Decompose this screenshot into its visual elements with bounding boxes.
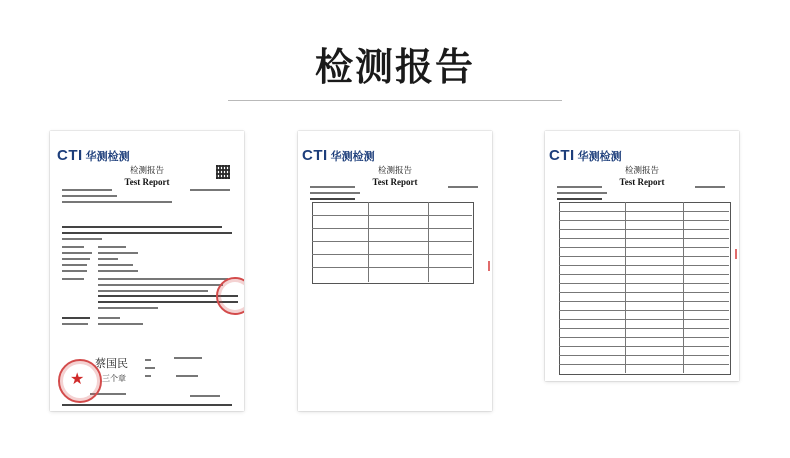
- text-line: [312, 254, 472, 255]
- text-line: [190, 395, 220, 397]
- results-table: [559, 202, 731, 375]
- report-brand: [302, 147, 375, 164]
- text-line: [559, 310, 729, 311]
- text-line: [559, 283, 729, 284]
- text-line: [98, 246, 126, 248]
- text-line: [98, 278, 228, 280]
- text-line: [98, 323, 143, 325]
- text-line: [62, 246, 84, 248]
- text-line: [98, 258, 118, 260]
- text-line: [62, 195, 117, 197]
- text-line: [559, 256, 729, 257]
- red-seal-right: [216, 277, 244, 315]
- text-line: [312, 228, 472, 229]
- brand-name: 华测检测: [577, 150, 622, 163]
- text-line: [174, 357, 202, 359]
- text-line: [312, 267, 472, 268]
- text-line: [145, 367, 155, 369]
- text-line: [62, 232, 232, 234]
- text-line: [559, 247, 729, 248]
- qr-code-icon: [216, 165, 230, 179]
- text-line: [559, 301, 729, 302]
- text-line: [559, 220, 729, 221]
- page-title: 检测报告: [314, 45, 475, 89]
- text-line: [310, 192, 360, 194]
- report-title-en: Test Report: [124, 177, 170, 187]
- text-line: [368, 202, 369, 282]
- report-page-2[interactable]: [298, 131, 492, 411]
- report-page-1[interactable]: [50, 131, 244, 411]
- text-line: [98, 284, 223, 286]
- red-edge-mark: [488, 261, 490, 271]
- text-line: [312, 241, 472, 242]
- text-line: [310, 198, 355, 200]
- text-line: [98, 252, 138, 254]
- star-icon: ★: [70, 369, 85, 388]
- report-page-3[interactable]: [545, 131, 739, 381]
- text-line: [557, 186, 602, 188]
- red-edge-mark: [735, 249, 737, 259]
- text-line: [559, 229, 729, 230]
- text-line: [312, 215, 472, 216]
- text-line: [98, 290, 208, 292]
- report-brand: [57, 147, 130, 164]
- text-line: [448, 186, 478, 188]
- text-line: [98, 264, 133, 266]
- text-line: [559, 211, 729, 212]
- report-title-en: Test Report: [372, 177, 418, 187]
- brand-name: 华测检测: [330, 150, 375, 163]
- text-line: [559, 238, 729, 239]
- text-line: [62, 278, 84, 280]
- report-heading: [545, 164, 739, 187]
- text-line: [559, 364, 729, 365]
- text-line: [145, 359, 151, 361]
- text-line: [559, 265, 729, 266]
- text-line: [190, 189, 230, 191]
- text-line: [559, 292, 729, 293]
- title-divider: [228, 100, 562, 101]
- cti-logo: CTI: [302, 147, 328, 164]
- cti-logo: CTI: [549, 147, 575, 164]
- text-line: [683, 202, 684, 373]
- text-line: [559, 328, 729, 329]
- text-line: [559, 319, 729, 320]
- text-line: [695, 186, 725, 188]
- text-line: [559, 346, 729, 347]
- report-title-cn: 检测报告: [377, 166, 412, 176]
- signature-2: 三个章: [102, 374, 126, 383]
- text-line: [176, 375, 198, 377]
- text-line: [62, 238, 102, 240]
- report-brand: [549, 147, 622, 164]
- text-line: [98, 270, 138, 272]
- brand-name: 华测检测: [85, 150, 130, 163]
- text-line: [62, 317, 90, 319]
- signature-1: 蔡国民: [95, 357, 128, 370]
- text-line: [62, 264, 87, 266]
- text-line: [62, 404, 232, 406]
- text-line: [62, 201, 172, 203]
- text-line: [62, 252, 92, 254]
- text-line: [310, 186, 355, 188]
- report-title-en: Test Report: [619, 177, 665, 187]
- text-line: [98, 307, 158, 309]
- report-heading: [298, 164, 492, 187]
- text-line: [557, 198, 602, 200]
- text-line: [62, 189, 112, 191]
- text-line: [62, 270, 87, 272]
- report-heading: [50, 164, 244, 187]
- text-line: [62, 226, 222, 228]
- text-line: [557, 192, 607, 194]
- report-title-cn: 检测报告: [624, 166, 659, 176]
- text-line: [98, 317, 120, 319]
- text-line: [559, 355, 729, 356]
- report-title-cn: 检测报告: [129, 166, 164, 176]
- text-line: [559, 274, 729, 275]
- text-line: [62, 258, 90, 260]
- text-line: [145, 375, 151, 377]
- text-line: [625, 202, 626, 373]
- text-line: [428, 202, 429, 282]
- text-line: [62, 323, 88, 325]
- text-line: [559, 337, 729, 338]
- cti-logo: CTI: [57, 147, 83, 164]
